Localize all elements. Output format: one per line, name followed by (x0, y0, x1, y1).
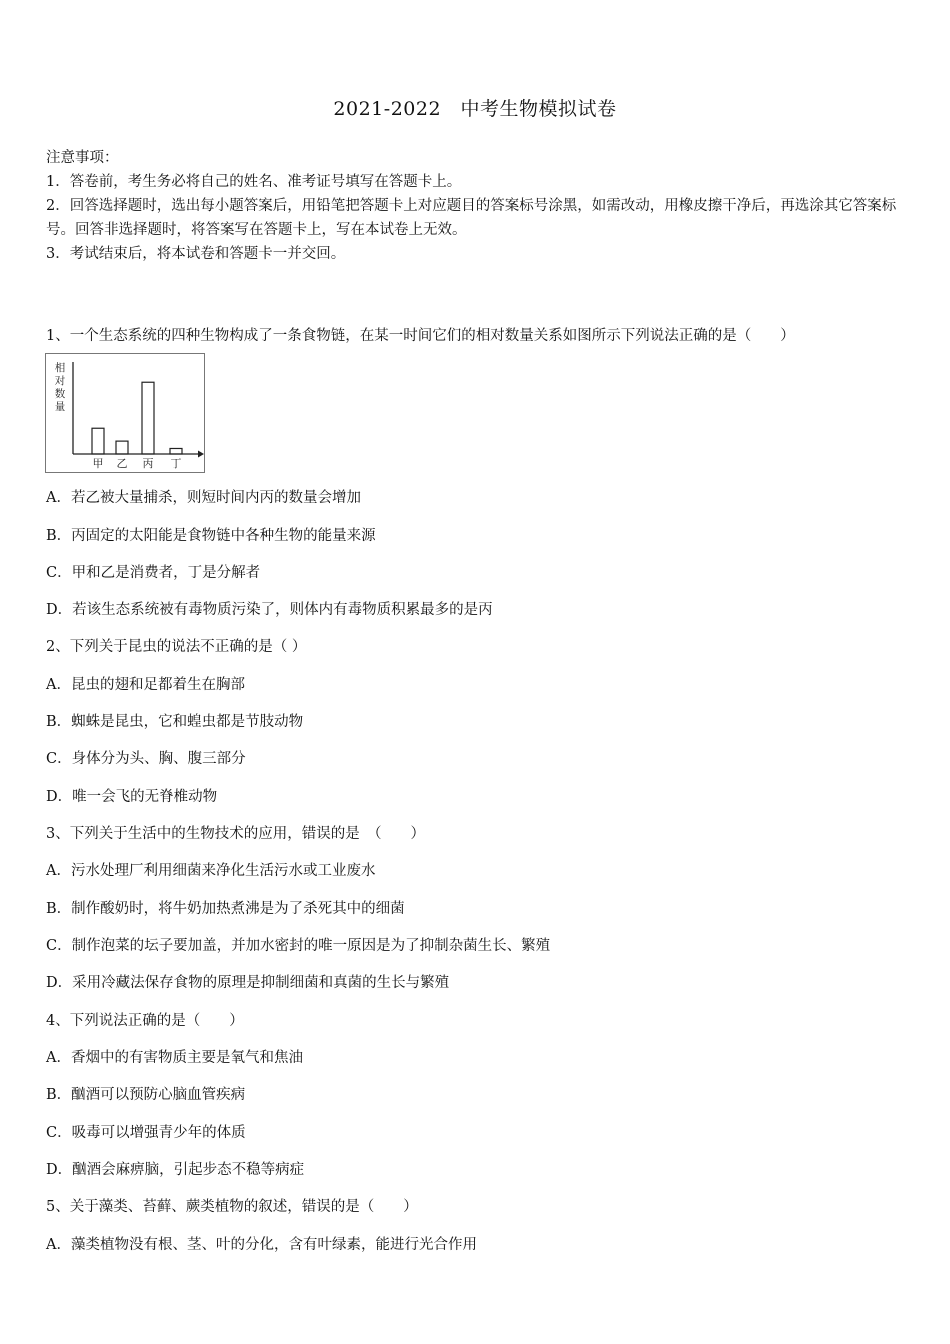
bar-甲 (92, 428, 104, 454)
tick-label-丁: 丁 (170, 457, 182, 470)
notice-item: 3．考试结束后，将本试卷和答题卡一并交回。 (46, 246, 346, 262)
question-5-stem: 5、关于藻类、苔藓、蕨类植物的叙述，错误的是（ ） (46, 1199, 418, 1215)
question-4-option-a: A．香烟中的有害物质主要是氧气和焦油 (46, 1050, 303, 1066)
tick-label-丙: 丙 (142, 457, 154, 470)
question-1-option-c: C．甲和乙是消费者，丁是分解者 (46, 565, 261, 581)
question-1-option-a: A．若乙被大量捕杀，则短时间内丙的数量会增加 (46, 490, 361, 506)
chart-ylabel (55, 361, 66, 413)
question-2-stem: 2、下列关于昆虫的说法不正确的是（ ） (46, 639, 307, 655)
tick-labels-group (93, 457, 182, 470)
question-1-option-b: B．丙固定的太阳能是食物链中各种生物的能量来源 (46, 528, 376, 544)
question-3-stem: 3、下列关于生活中的生物技术的应用，错误的是 （ ） (46, 826, 425, 842)
question-1-option-d: D．若该生态系统被有毒物质污染了，则体内有毒物质积累最多的是丙 (46, 602, 493, 618)
question-2-option-a: A．昆虫的翅和足都着生在胸部 (46, 677, 245, 693)
question-2-option-b: B．蜘蛛是昆虫，它和蝗虫都是节肢动物 (46, 714, 304, 730)
bar-丙 (142, 382, 154, 454)
bar-丁 (170, 448, 182, 454)
question-5-option-a: A．藻类植物没有根、茎、叶的分化，含有叶绿素，能进行光合作用 (46, 1237, 477, 1253)
question-4-option-d: D．酗酒会麻痹脑，引起步态不稳等病症 (46, 1162, 305, 1178)
question-3-option-a: A．污水处理厂利用细菌来净化生活污水或工业废水 (46, 863, 376, 879)
notice-item: 1．答卷前，考生务必将自己的姓名、准考证号填写在答题卡上。 (46, 174, 462, 190)
question-3-option-b: B．制作酸奶时，将牛奶加热煮沸是为了杀死其中的细菌 (46, 901, 405, 917)
tick-label-甲: 甲 (92, 457, 104, 470)
tick-label-乙: 乙 (116, 457, 128, 470)
food-chain-bar-chart (45, 353, 205, 473)
question-1-stem: 1、一个生态系统的四种生物构成了一条食物链，在某一时间它们的相对数量关系如图所示下列说法正确的是（ ） (46, 328, 795, 344)
page-title: 2021-2022 中考生物模拟试卷 (333, 98, 617, 120)
notice-section (46, 146, 908, 266)
bars-group (92, 382, 182, 454)
question-4-option-c: C．吸毒可以增强青少年的体质 (46, 1125, 246, 1141)
bar-乙 (116, 441, 128, 454)
notice-item: 2．回答选择题时，选出每小题答案后，用铅笔把答题卡上对应题目的答案标号涂黑，如需改动，用橡皮擦干净后，再选涂其它答案标号。回答非选择题时，将答案写在答题卡上，写在本试卷上无效。 (46, 198, 897, 238)
question-4-option-b: B．酗酒可以预防心脑血管疾病 (46, 1087, 246, 1103)
question-3-option-d: D．采用冷藏法保存食物的原理是抑制细菌和真菌的生长与繁殖 (46, 975, 450, 991)
question-2-option-d: D．唯一会飞的无脊椎动物 (46, 789, 218, 805)
notice-heading: 注意事项： (46, 150, 119, 166)
question-3-option-c: C．制作泡菜的坛子要加盖，并加水密封的唯一原因是为了抑制杂菌生长、繁殖 (46, 938, 551, 954)
question-2-option-c: C．身体分为头、胸、腹三部分 (46, 751, 246, 767)
x-axis-arrow-icon (198, 451, 204, 458)
ylabel-text: 相对数量 (54, 362, 66, 413)
question-4-stem: 4、下列说法正确的是（ ） (46, 1013, 244, 1029)
